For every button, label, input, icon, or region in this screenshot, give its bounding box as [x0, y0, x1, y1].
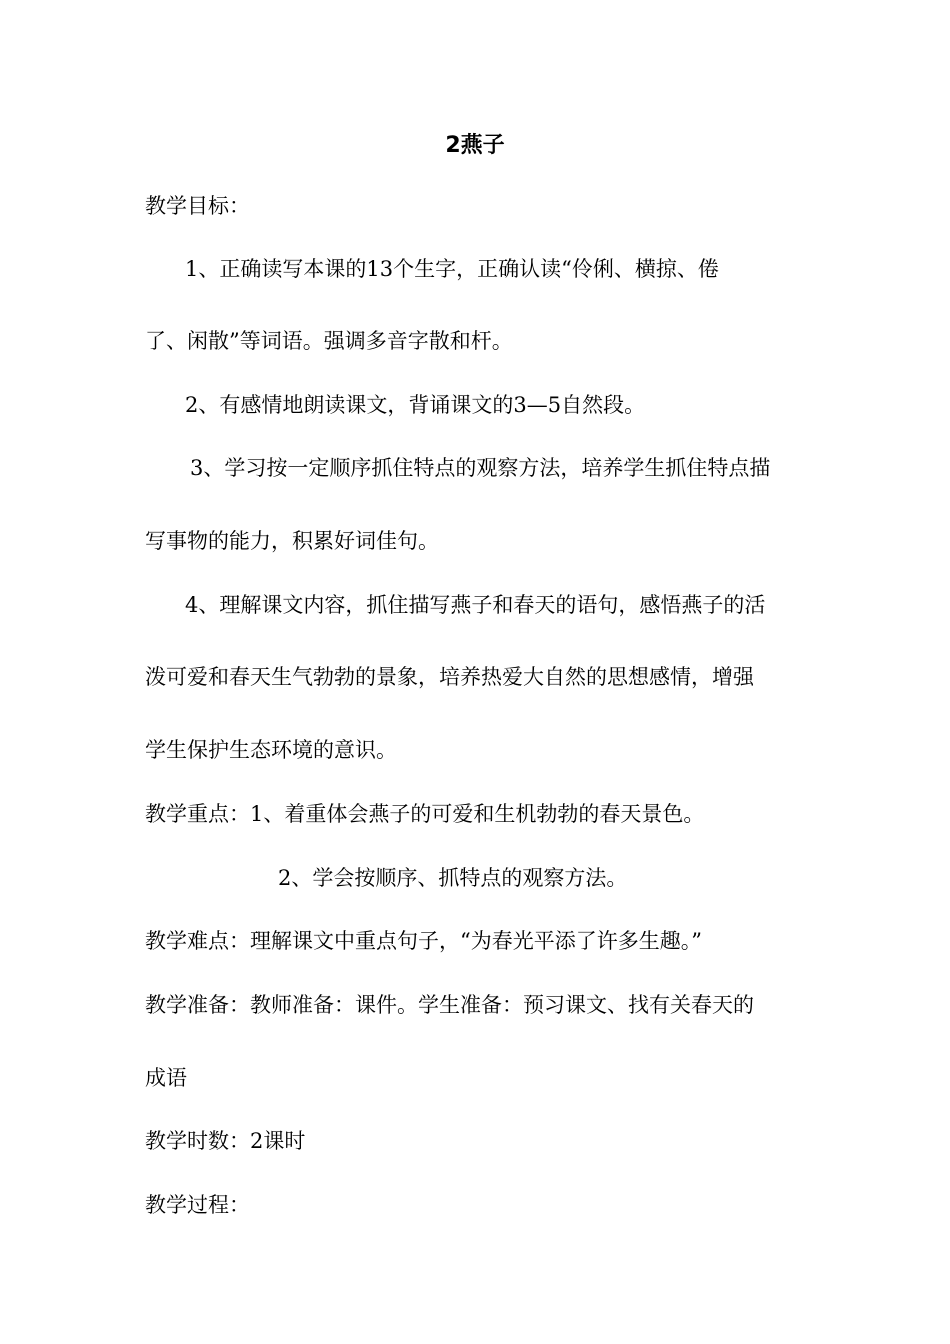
key-points-2: 2、学会按顺序、抓特点的观察方法。 [278, 866, 628, 890]
document-title: 2燕子 [445, 133, 505, 158]
goal-4-line-2: 泼可爱和春天生气勃勃的景象，培养热爱大自然的思想感情，增强 [145, 665, 754, 689]
goal-3-line-2: 写事物的能力，积累好词佳句。 [145, 529, 439, 553]
class-hours: 教学时数：2课时 [145, 1129, 306, 1153]
section-heading-goals: 教学目标： [145, 194, 250, 218]
key-points-1: 教学重点：1、着重体会燕子的可爱和生机勃勃的春天景色。 [145, 802, 705, 826]
goal-4-line-1: 4、理解课文内容，抓住描写燕子和春天的语句，感悟燕子的活 [185, 593, 766, 617]
preparation-line-1: 教学准备：教师准备：课件。学生准备：预习课文、找有关春天的 [145, 993, 754, 1017]
goal-3-line-1: 3、学习按一定顺序抓住特点的观察方法，培养学生抓住特点描 [190, 456, 771, 480]
preparation-line-2: 成语 [145, 1066, 187, 1090]
section-heading-process: 教学过程： [145, 1193, 250, 1217]
difficulties: 教学难点：理解课文中重点句子，“为春光平添了许多生趣。” [145, 929, 702, 953]
goal-1-line-1: 1、正确读写本课的13个生字，正确认读“伶俐、横掠、倦 [185, 257, 719, 281]
goal-2: 2、有感情地朗读课文，背诵课文的3—5自然段。 [185, 393, 646, 417]
goal-1-line-2: 了、闲散”等词语。强调多音字散和杆。 [145, 329, 513, 353]
goal-4-line-3: 学生保护生态环境的意识。 [145, 738, 397, 762]
